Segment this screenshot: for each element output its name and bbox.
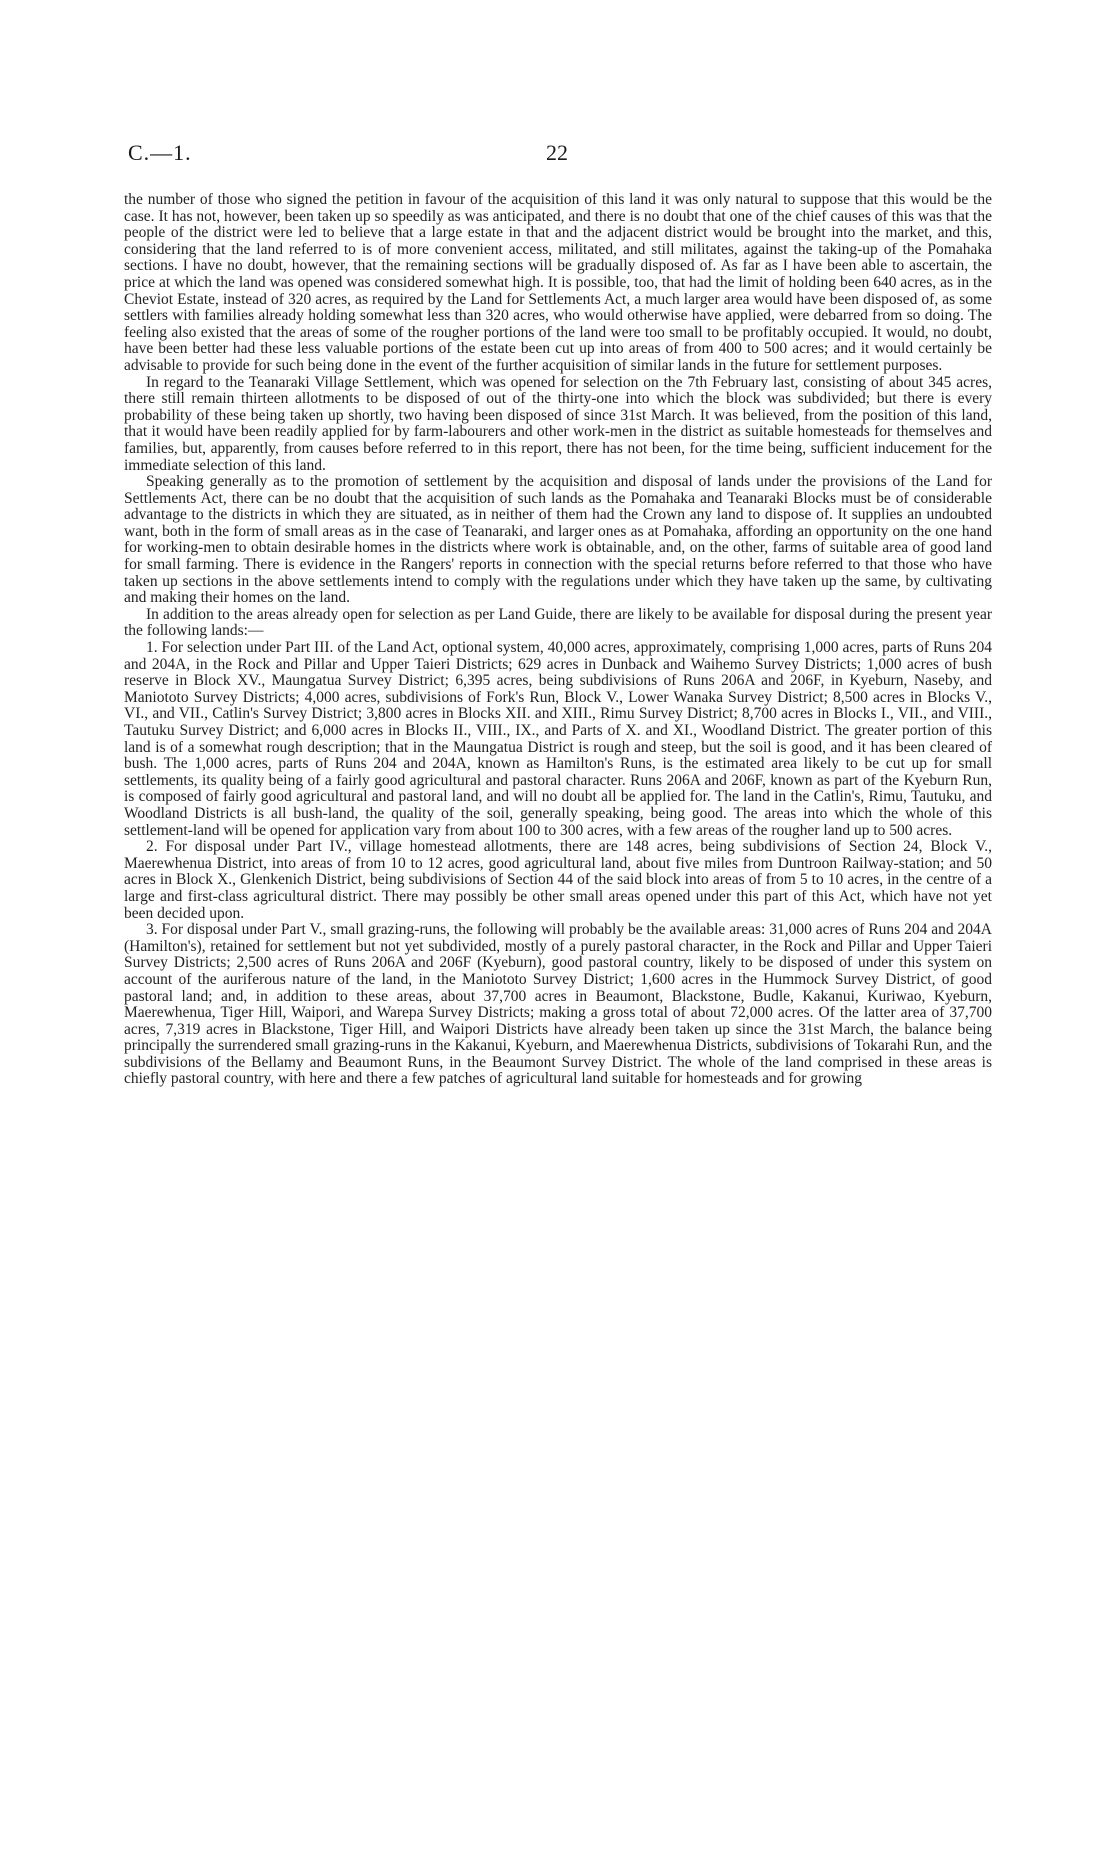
body-text bbox=[124, 192, 992, 1088]
paragraph: In addition to the areas already open for selection as per Land Guide, there are likely to be available for disposal during the present year the following lands:— bbox=[124, 605, 992, 640]
paragraph: 1. For selection under Part III. of the Land Act, optional system, 40,000 acres, approximately, comprising 1,000 acres, parts of Runs 204 and 204A, in the Rock and Pillar and Upper Taieri Districts; 629 acres in Dunback and Waihemo Survey Districts; 1,000 acres of bush reserve in Block XV., Maungatua Survey District; 6,395 acres, being subdivisions of Runs 206A and 206F, in Kyeburn, Naseby, and Maniototo Survey Districts; 4,000 acres, subdivisions of Fork's Run, Block V., Lower Wanaka Survey District; 8,500 acres in Blocks V., VI., and VII., Catlin's Survey District; 3,800 acres in Blocks XII. and XIII., Rimu Survey District; 8,700 acres in Blocks I., VII., and VIII., Tautuku Survey District; and 6,000 acres in Blocks II., VIII., IX., and Parts of X. and XI., Woodland District. The greater portion of this land is of a somewhat rough description; that in the Maungatua District is rough and steep, but the soil is good, and it has been cleared of bush. The 1,000 acres, parts of Runs 204 and 204A, known as Hamilton's Runs, is the estimated area likely to be cut up for small settlements, its quality being of a fairly good agricultural and pastoral character. Runs 206A and 206F, known as part of the Kyeburn Run, is composed of fairly good agricultural and pastoral land, and will no doubt all be applied for. The land in the Catlin's, Rimu, Tautuku, and Woodland Districts is all bush-land, the quality of the soil, generally speaking, being good. The areas into which the whole of this settlement-land will be opened for application vary from about 100 to 300 acres, with a few areas of the rougher land up to 500 acres. bbox=[124, 639, 992, 839]
paragraph: 3. For disposal under Part V., small grazing-runs, the following will probably be the available areas: 31,000 acres of Runs 204 and 204A (Hamilton's), retained for settlement but not yet subdivided, mostly of a purely pastoral character, in the Rock and Pillar and Upper Taieri Survey Districts; 2,500 acres of Runs 206A and 206F (Kyeburn), good pastoral country, likely to be disposed of under this system on account of the auriferous nature of the land, in the Maniototo Survey District; 1,600 acres in the Hummock Survey District, of good pastoral land; and, in addition to these areas, about 37,700 acres in Beaumont, Blackstone, Budle, Kakanui, Kuriwao, Kyeburn, Maerewhenua, Tiger Hill, Waipori, and Warepa Survey Districts; making a gross total of about 72,000 acres. Of the latter area of 37,700 acres, 7,319 acres in Blackstone, Tiger Hill, and Waipori Districts have already been taken up since the 31st March, the balance being principally the surrendered small grazing-runs in the Kakanui, Kyeburn, and Maerewhenua Districts, subdivisions of Tokarahi Run, and the subdivisions of the Bellamy and Beaumont Runs, in the Beaumont Survey District. The whole of the land comprised in these areas is chiefly pastoral country, with here and there a few patches of agricultural land suitable for homesteads and for growing bbox=[124, 921, 992, 1088]
paragraph: 2. For disposal under Part IV., village homestead allotments, there are 148 acres, being subdivisions of Section 24, Block V., Maerewhenua District, into areas of from 10 to 12 acres, good agricultural land, about five miles from Duntroon Railway-station; and 50 acres in Block X., Glenkenich District, being subdivisions of Section 44 of the said block into areas of from 5 to 10 acres, in the centre of a large and first-class agricultural district. There may possibly be other small areas opened under this part of this Act, which have not yet been decided upon. bbox=[124, 838, 992, 922]
page-header bbox=[128, 140, 988, 174]
paragraph: the number of those who signed the petition in favour of the acquisition of this land it was only natural to suppose that this would be the case. It has not, however, been taken up so speedily as was anticipated, and there is no doubt that one of the chief causes of this was that the people of the district were led to believe that a large estate in that and the adjacent district would be brought into the market, and this, considering that the land referred to is of more convenient access, militated, and still militates, against the taking-up of the Pomahaka sections. I have no doubt, however, that the remaining sections will be gradually disposed of. As far as I have been able to ascertain, the price at which the land was opened was considered somewhat high. It is possible, too, that had the limit of holding been 640 acres, as in the Cheviot Estate, instead of 320 acres, as required by the Land for Settlements Act, a much larger area would have been disposed of, as some settlers with families already holding somewhat less than 320 acres, who would otherwise have applied, were debarred from so doing. The feeling also existed that the areas of some of the rougher portions of the land were too small to be profitably occupied. It would, no doubt, have been better had these less valuable portions of the estate been cut up into areas of from 400 to 500 acres; and it would certainly be advisable to provide for such being done in the event of the further acquisition of similar lands in the future for settlement purposes. bbox=[124, 191, 992, 374]
document-reference: C.—1. bbox=[128, 140, 192, 165]
paragraph: Speaking generally as to the promotion of settlement by the acquisition and disposal of lands under the provisions of the Land for Settlements Act, there can be no doubt that the acquisition of such lands as the Pomahaka and Teanaraki Blocks must be of considerable advantage to the districts in which they are situated, as in neither of them had the Crown any land to dispose of. It supplies an undoubted want, both in the form of small areas as in the case of Teanaraki, and larger ones as at Pomahaka, affording an opportunity on the one hand for working-men to obtain desirable homes in the districts where work is obtainable, and, on the other, farms of suitable area of good land for small farming. There is evidence in the Rangers' reports in connection with the special returns before referred to that those who have taken up sections in the above settlements intend to comply with the regulations under which they have taken up the same, by cultivating and making their homes on the land. bbox=[124, 473, 992, 607]
page-number: 22 bbox=[546, 140, 568, 165]
paragraph: In regard to the Teanaraki Village Settlement, which was opened for selection on the 7th February last, consisting of about 345 acres, there still remain thirteen allotments to be disposed of out of the thirty-one into which the block was subdivided; but there is every probability of these being taken up shortly, two having been disposed of since 31st March. It was believed, from the position of this land, that it would have been readily applied for by farm-labourers and other work-men in the district as suitable homesteads for themselves and families, but, apparently, from causes before referred to in this report, there has not been, for the time being, sufficient inducement for the immediate selection of this land. bbox=[124, 373, 992, 474]
